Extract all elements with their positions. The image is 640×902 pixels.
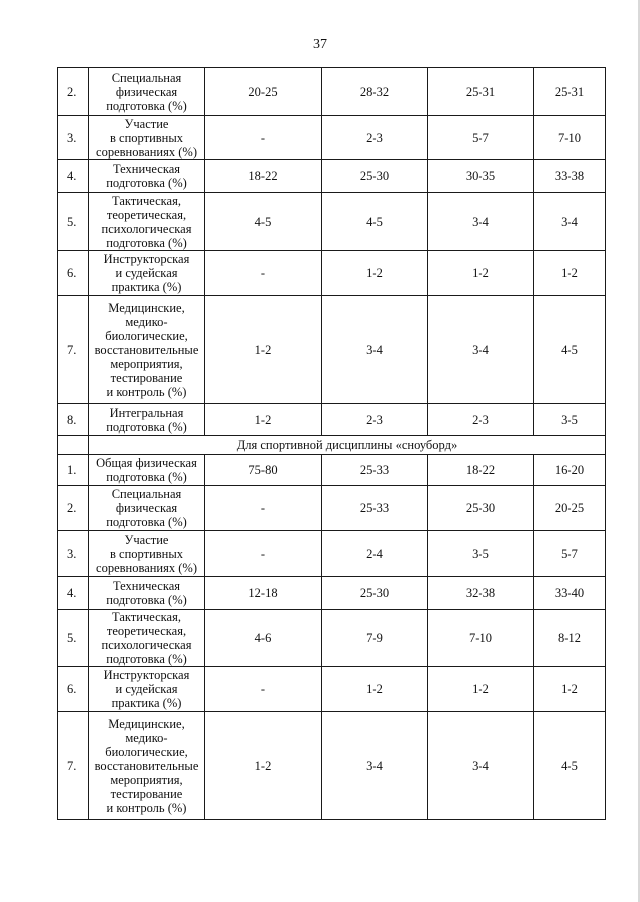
value-cell: 3-5: [428, 531, 534, 577]
table-row: [58, 455, 606, 486]
row-name: Медицинские, медико- биологические, восстановительные мероприятия, тестирование и контроль (%): [89, 712, 205, 820]
table-row: [58, 667, 606, 712]
row-name: Инструкторская и судейская практика (%): [89, 251, 205, 296]
row-name: Инструкторская и судейская практика (%): [89, 667, 205, 712]
table-row: [58, 577, 606, 610]
value-cell: 1-2: [322, 251, 428, 296]
value-cell: -: [205, 531, 322, 577]
page-number: 37: [313, 37, 327, 52]
row-name: Специальная физическая подготовка (%): [89, 68, 205, 116]
section-row: [58, 436, 606, 455]
value-cell: 8-12: [534, 610, 606, 667]
value-cell: 30-35: [428, 160, 534, 193]
row-number: 6.: [58, 667, 89, 712]
table-row: [58, 68, 606, 116]
row-name: Тактическая, теоретическая, психологическая подготовка (%): [89, 193, 205, 251]
table-row: [58, 486, 606, 531]
value-cell: 3-4: [428, 296, 534, 404]
row-number: 5.: [58, 193, 89, 251]
value-cell: -: [205, 251, 322, 296]
row-name: Техническая подготовка (%): [89, 160, 205, 193]
value-cell: 18-22: [428, 455, 534, 486]
value-cell: 25-30: [428, 486, 534, 531]
row-name: Общая физическая подготовка (%): [89, 455, 205, 486]
row-number: 8.: [58, 404, 89, 436]
row-name: Участие в спортивных соревнованиях (%): [89, 116, 205, 160]
value-cell: -: [205, 116, 322, 160]
value-cell: 2-3: [428, 404, 534, 436]
value-cell: 1-2: [428, 667, 534, 712]
value-cell: 5-7: [428, 116, 534, 160]
value-cell: 33-38: [534, 160, 606, 193]
value-cell: 3-4: [322, 296, 428, 404]
value-cell: 2-4: [322, 531, 428, 577]
value-cell: 3-4: [428, 712, 534, 820]
row-name: Специальная физическая подготовка (%): [89, 486, 205, 531]
value-cell: 2-3: [322, 116, 428, 160]
row-number: 3.: [58, 531, 89, 577]
value-cell: -: [205, 667, 322, 712]
value-cell: 7-10: [534, 116, 606, 160]
row-name: Участие в спортивных соревнованиях (%): [89, 531, 205, 577]
value-cell: 1-2: [205, 404, 322, 436]
value-cell: 25-33: [322, 486, 428, 531]
value-cell: -: [205, 486, 322, 531]
value-cell: 25-30: [322, 160, 428, 193]
table-row: [58, 116, 606, 160]
value-cell: 20-25: [534, 486, 606, 531]
value-cell: 2-3: [322, 404, 428, 436]
value-cell: 4-5: [534, 296, 606, 404]
value-cell: 32-38: [428, 577, 534, 610]
table-row: [58, 193, 606, 251]
row-number: 3.: [58, 116, 89, 160]
row-number: 6.: [58, 251, 89, 296]
value-cell: 4-5: [322, 193, 428, 251]
value-cell: 3-4: [428, 193, 534, 251]
row-name: Тактическая, теоретическая, психологическая подготовка (%): [89, 610, 205, 667]
row-number: 2.: [58, 68, 89, 116]
value-cell: 20-25: [205, 68, 322, 116]
value-cell: 1-2: [428, 251, 534, 296]
value-cell: 3-4: [534, 193, 606, 251]
value-cell: 7-9: [322, 610, 428, 667]
row-number: 7.: [58, 296, 89, 404]
row-number: 2.: [58, 486, 89, 531]
value-cell: 1-2: [534, 251, 606, 296]
value-cell: 1-2: [534, 667, 606, 712]
value-cell: 12-18: [205, 577, 322, 610]
row-number: 5.: [58, 610, 89, 667]
row-number: 7.: [58, 712, 89, 820]
row-number: 1.: [58, 455, 89, 486]
value-cell: 7-10: [428, 610, 534, 667]
value-cell: 3-4: [322, 712, 428, 820]
section-title: Для спортивной дисциплины «сноуборд»: [89, 436, 606, 455]
value-cell: 28-32: [322, 68, 428, 116]
value-cell: 25-31: [534, 68, 606, 116]
row-number: 4.: [58, 577, 89, 610]
value-cell: 3-5: [534, 404, 606, 436]
table-row: [58, 296, 606, 404]
value-cell: 75-80: [205, 455, 322, 486]
value-cell: 4-5: [534, 712, 606, 820]
value-cell: 25-30: [322, 577, 428, 610]
row-name: Интегральная подготовка (%): [89, 404, 205, 436]
value-cell: 18-22: [205, 160, 322, 193]
table-row: [58, 531, 606, 577]
value-cell: 1-2: [322, 667, 428, 712]
table-row: [58, 404, 606, 436]
training-distribution-table: [57, 67, 606, 820]
value-cell: 5-7: [534, 531, 606, 577]
table-row: [58, 712, 606, 820]
value-cell: 4-5: [205, 193, 322, 251]
value-cell: 25-33: [322, 455, 428, 486]
value-cell: 25-31: [428, 68, 534, 116]
table-row: [58, 610, 606, 667]
value-cell: 1-2: [205, 712, 322, 820]
row-number: 4.: [58, 160, 89, 193]
section-row-number: [58, 436, 89, 455]
value-cell: 33-40: [534, 577, 606, 610]
value-cell: 4-6: [205, 610, 322, 667]
table-row: [58, 251, 606, 296]
value-cell: 1-2: [205, 296, 322, 404]
row-name: Техническая подготовка (%): [89, 577, 205, 610]
table-row: [58, 160, 606, 193]
value-cell: 16-20: [534, 455, 606, 486]
row-name: Медицинские, медико- биологические, восстановительные мероприятия, тестирование и контроль (%): [89, 296, 205, 404]
